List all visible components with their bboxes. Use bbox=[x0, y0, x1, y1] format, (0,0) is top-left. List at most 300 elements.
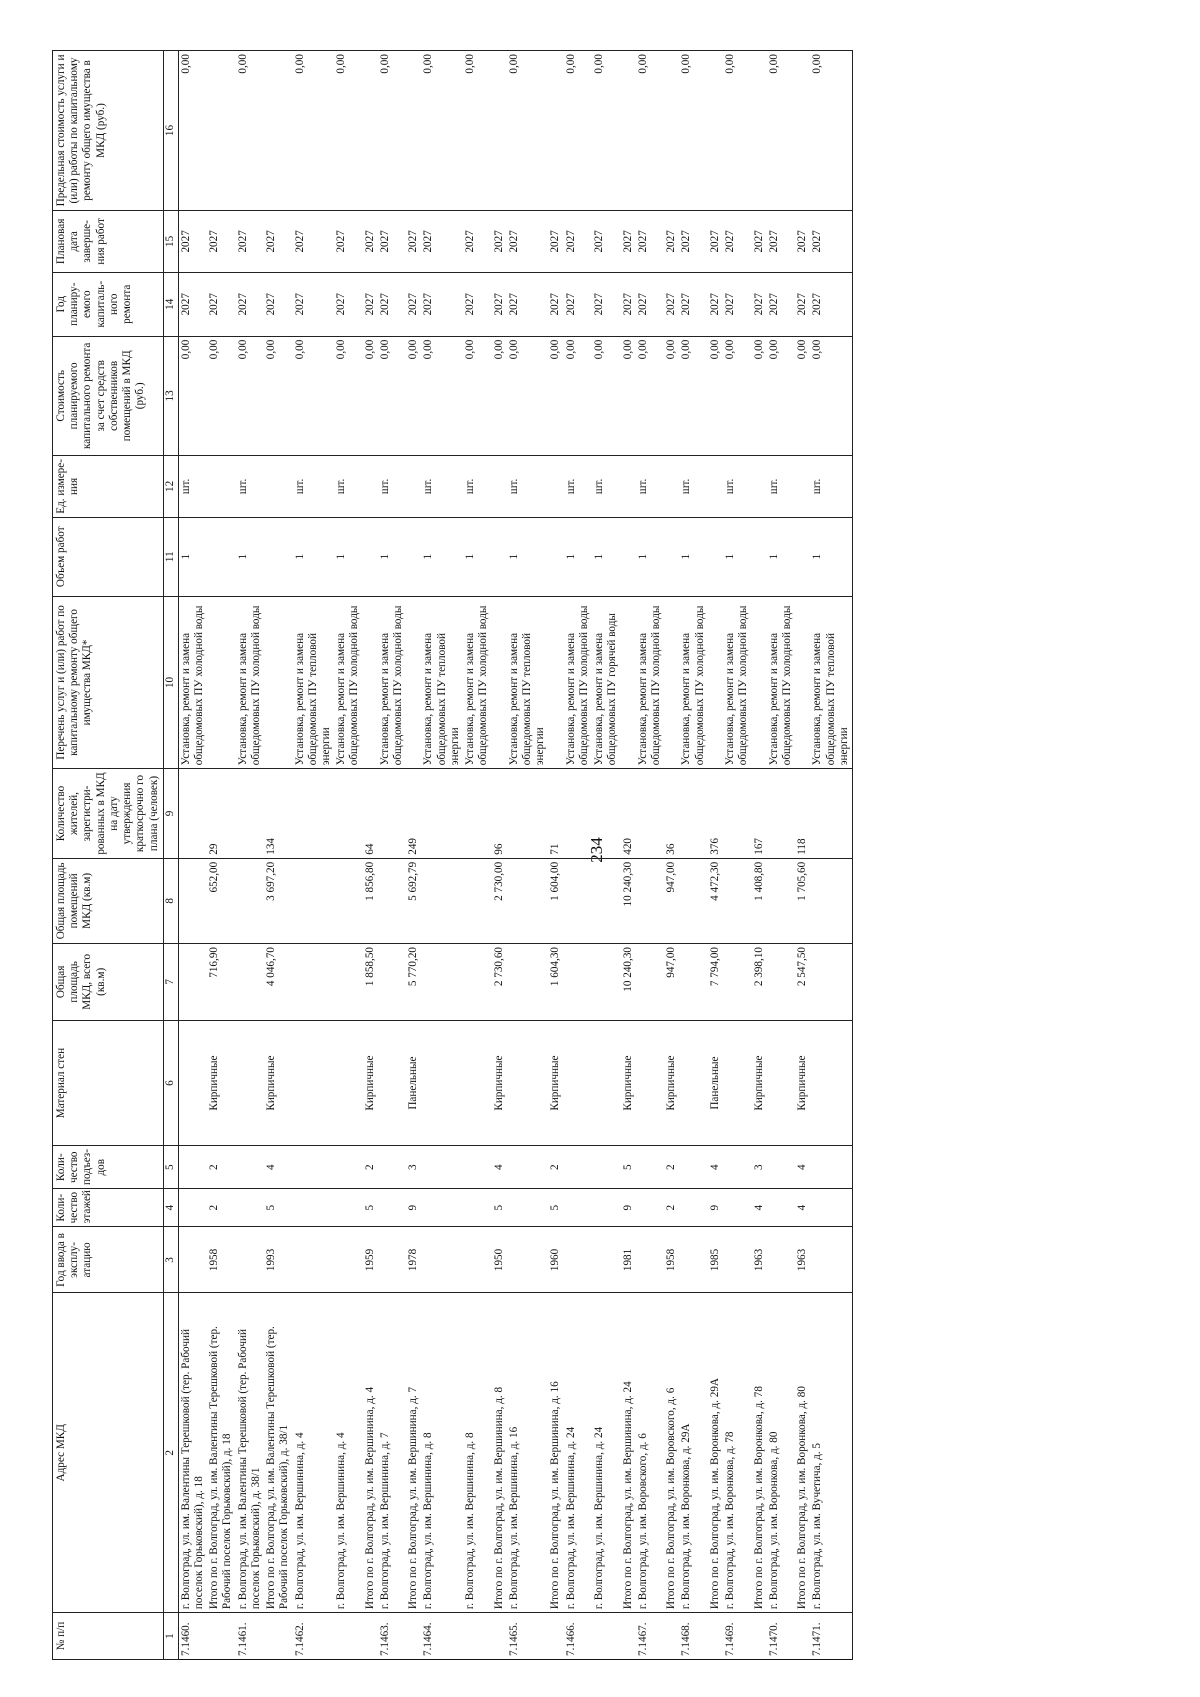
row-address: г. Волгоград, ул. им. Вершинина, д. 24 bbox=[592, 1293, 620, 1613]
row-unit bbox=[207, 456, 235, 518]
row-floors bbox=[723, 1189, 751, 1227]
row-total-area bbox=[723, 943, 751, 1020]
row-planned-year: 2027 bbox=[207, 272, 235, 336]
row-premises-area bbox=[463, 858, 491, 943]
table-row bbox=[406, 51, 421, 1660]
row-cost: 0,00 bbox=[363, 336, 378, 455]
table-row bbox=[592, 51, 620, 1660]
row-year bbox=[767, 1227, 795, 1293]
table-row bbox=[752, 51, 767, 1660]
row-premises-area bbox=[679, 858, 707, 943]
row-number bbox=[207, 1613, 235, 1660]
row-entrances: 2 bbox=[664, 1146, 679, 1189]
row-premises-area: 652,00 bbox=[207, 858, 235, 943]
row-year: 1993 bbox=[264, 1227, 292, 1293]
row-completion: 2027 bbox=[406, 210, 421, 272]
row-address: Итого по г. Волгоград, ул. им. Валентины Терешковой (тер. Рабочий поселок Горьковский), д. 38/1 bbox=[264, 1293, 292, 1613]
row-completion: 2027 bbox=[264, 210, 292, 272]
row-cost: 0,00 bbox=[564, 336, 592, 455]
row-unit: шт. bbox=[178, 456, 207, 518]
col-header-premises-area: Общая площадь помещений МКД (кв.м) bbox=[53, 858, 164, 943]
row-year: 1960 bbox=[548, 1227, 563, 1293]
row-entrances: 4 bbox=[492, 1146, 507, 1189]
row-number bbox=[795, 1613, 810, 1660]
row-max-cost: 0,00 bbox=[723, 51, 751, 211]
row-entrances bbox=[378, 1146, 406, 1189]
row-total-area bbox=[564, 943, 592, 1020]
row-year: 1959 bbox=[363, 1227, 378, 1293]
row-volume bbox=[406, 517, 421, 596]
row-residents bbox=[421, 769, 463, 859]
table-row bbox=[492, 51, 507, 1660]
row-total-area bbox=[592, 943, 620, 1020]
row-planned-year: 2027 bbox=[664, 272, 679, 336]
row-total-area: 1 604,30 bbox=[548, 943, 563, 1020]
row-number: 7.1462. bbox=[293, 1613, 335, 1660]
row-volume: 1 bbox=[378, 517, 406, 596]
column-number: 7 bbox=[163, 943, 178, 1020]
column-number: 15 bbox=[163, 210, 178, 272]
row-wall-material: Кирпичные bbox=[752, 1020, 767, 1146]
row-premises-area bbox=[507, 858, 549, 943]
row-entrances bbox=[334, 1146, 362, 1189]
row-max-cost: 0,00 bbox=[334, 51, 362, 211]
row-unit: шт. bbox=[421, 456, 463, 518]
row-max-cost bbox=[207, 51, 235, 211]
row-volume bbox=[363, 517, 378, 596]
row-wall-material: Панельные bbox=[708, 1020, 723, 1146]
row-address: Итого по г. Волгоград, ул. им. Вершинина, д. 4 bbox=[363, 1293, 378, 1613]
row-floors bbox=[767, 1189, 795, 1227]
row-residents: 36 bbox=[664, 769, 679, 859]
row-completion: 2027 bbox=[636, 210, 664, 272]
row-wall-material bbox=[378, 1020, 406, 1146]
row-wall-material: Кирпичные bbox=[795, 1020, 810, 1146]
row-max-cost bbox=[752, 51, 767, 211]
row-number bbox=[492, 1613, 507, 1660]
row-residents: 96 bbox=[492, 769, 507, 859]
row-completion: 2027 bbox=[664, 210, 679, 272]
row-premises-area: 1 408,80 bbox=[752, 858, 767, 943]
row-planned-year: 2027 bbox=[723, 272, 751, 336]
row-completion: 2027 bbox=[378, 210, 406, 272]
row-cost: 0,00 bbox=[679, 336, 707, 455]
table-row bbox=[507, 51, 549, 1660]
row-completion: 2027 bbox=[723, 210, 751, 272]
row-premises-area: 947,00 bbox=[664, 858, 679, 943]
row-total-area bbox=[636, 943, 664, 1020]
row-works bbox=[363, 596, 378, 769]
row-floors bbox=[507, 1189, 549, 1227]
table-row bbox=[708, 51, 723, 1660]
row-residents bbox=[679, 769, 707, 859]
table-row bbox=[664, 51, 679, 1660]
row-planned-year: 2027 bbox=[810, 272, 852, 336]
row-completion: 2027 bbox=[679, 210, 707, 272]
row-planned-year: 2027 bbox=[421, 272, 463, 336]
col-header-volume: Объем работ bbox=[53, 517, 164, 596]
row-number: 7.1460. bbox=[178, 1613, 207, 1660]
row-unit: шт. bbox=[767, 456, 795, 518]
column-number: 5 bbox=[163, 1146, 178, 1189]
row-cost: 0,00 bbox=[463, 336, 491, 455]
row-premises-area bbox=[293, 858, 335, 943]
row-number bbox=[334, 1613, 362, 1660]
row-unit bbox=[795, 456, 810, 518]
table-row bbox=[421, 51, 463, 1660]
row-cost: 0,00 bbox=[621, 336, 636, 455]
row-cost: 0,00 bbox=[723, 336, 751, 455]
row-total-area bbox=[178, 943, 207, 1020]
row-max-cost: 0,00 bbox=[636, 51, 664, 211]
row-address: г. Волгоград, ул. им. Воронкова, д. 80 bbox=[767, 1293, 795, 1613]
row-works bbox=[492, 596, 507, 769]
row-entrances bbox=[507, 1146, 549, 1189]
row-works: Установка, ремонт и замена общедомовых ПУ холодной воды bbox=[334, 596, 362, 769]
row-completion: 2027 bbox=[767, 210, 795, 272]
row-completion: 2027 bbox=[795, 210, 810, 272]
repair-plan-table bbox=[52, 50, 853, 1660]
row-year: 1985 bbox=[708, 1227, 723, 1293]
row-works: Установка, ремонт и замена общедомовых ПУ тепловой энергии bbox=[507, 596, 549, 769]
row-completion: 2027 bbox=[178, 210, 207, 272]
column-number: 13 bbox=[163, 336, 178, 455]
row-premises-area bbox=[378, 858, 406, 943]
row-floors bbox=[592, 1189, 620, 1227]
row-wall-material: Кирпичные bbox=[664, 1020, 679, 1146]
row-volume: 1 bbox=[592, 517, 620, 596]
row-premises-area: 4 472,30 bbox=[708, 858, 723, 943]
row-premises-area bbox=[592, 858, 620, 943]
row-floors: 9 bbox=[708, 1189, 723, 1227]
row-entrances: 3 bbox=[406, 1146, 421, 1189]
row-year: 1950 bbox=[492, 1227, 507, 1293]
row-cost: 0,00 bbox=[795, 336, 810, 455]
row-address: г. Волгоград, ул. им. Воровского, д. 6 bbox=[636, 1293, 664, 1613]
row-entrances bbox=[592, 1146, 620, 1189]
row-year: 1963 bbox=[752, 1227, 767, 1293]
row-cost: 0,00 bbox=[548, 336, 563, 455]
row-volume: 1 bbox=[421, 517, 463, 596]
row-number bbox=[264, 1613, 292, 1660]
row-entrances: 2 bbox=[548, 1146, 563, 1189]
row-volume: 1 bbox=[723, 517, 751, 596]
row-residents: 134 bbox=[264, 769, 292, 859]
row-completion: 2027 bbox=[293, 210, 335, 272]
row-address: Итого по г. Волгоград, ул. им. Вершинина, д. 16 bbox=[548, 1293, 563, 1613]
column-number: 6 bbox=[163, 1020, 178, 1146]
row-number bbox=[708, 1613, 723, 1660]
row-total-area: 2 398,10 bbox=[752, 943, 767, 1020]
row-volume: 1 bbox=[236, 517, 264, 596]
row-entrances bbox=[463, 1146, 491, 1189]
row-floors: 4 bbox=[752, 1189, 767, 1227]
row-max-cost: 0,00 bbox=[810, 51, 852, 211]
table-row bbox=[293, 51, 335, 1660]
row-number bbox=[463, 1613, 491, 1660]
table-row bbox=[810, 51, 852, 1660]
row-volume: 1 bbox=[636, 517, 664, 596]
row-cost: 0,00 bbox=[507, 336, 549, 455]
column-number: 8 bbox=[163, 858, 178, 943]
row-planned-year: 2027 bbox=[592, 272, 620, 336]
row-max-cost: 0,00 bbox=[463, 51, 491, 211]
row-floors bbox=[564, 1189, 592, 1227]
col-header-works: Перечень услуг и (или) работ по капитальному ремонту общего имущества МКД* bbox=[53, 596, 164, 769]
row-address: г. Волгоград, ул. им. Вершинина, д. 8 bbox=[463, 1293, 491, 1613]
row-cost: 0,00 bbox=[767, 336, 795, 455]
row-number bbox=[363, 1613, 378, 1660]
row-total-area bbox=[293, 943, 335, 1020]
row-address: г. Волгоград, ул. им. Воронкова, д. 78 bbox=[723, 1293, 751, 1613]
row-volume bbox=[492, 517, 507, 596]
page-number: 234 bbox=[587, 837, 606, 863]
row-volume bbox=[207, 517, 235, 596]
row-unit bbox=[406, 456, 421, 518]
row-completion: 2027 bbox=[810, 210, 852, 272]
row-residents bbox=[636, 769, 664, 859]
row-volume bbox=[795, 517, 810, 596]
row-year: 1958 bbox=[664, 1227, 679, 1293]
row-address: г. Волгоград, ул. им. Вершинина, д. 24 bbox=[564, 1293, 592, 1613]
row-unit bbox=[264, 456, 292, 518]
row-works: Установка, ремонт и замена общедомовых ПУ тепловой энергии bbox=[421, 596, 463, 769]
col-header-floors: Коли-чество этажей bbox=[53, 1189, 164, 1227]
row-volume bbox=[708, 517, 723, 596]
row-number: 7.1466. bbox=[564, 1613, 592, 1660]
column-number: 3 bbox=[163, 1227, 178, 1293]
row-year: 1958 bbox=[207, 1227, 235, 1293]
row-works bbox=[752, 596, 767, 769]
row-address: Итого по г. Волгоград, ул. им. Воронкова, д. 78 bbox=[752, 1293, 767, 1613]
row-total-area: 2 730,60 bbox=[492, 943, 507, 1020]
row-wall-material bbox=[810, 1020, 852, 1146]
row-completion: 2027 bbox=[752, 210, 767, 272]
row-planned-year: 2027 bbox=[679, 272, 707, 336]
row-total-area: 947,00 bbox=[664, 943, 679, 1020]
row-premises-area bbox=[334, 858, 362, 943]
row-unit: шт. bbox=[723, 456, 751, 518]
row-premises-area bbox=[564, 858, 592, 943]
row-wall-material bbox=[767, 1020, 795, 1146]
row-cost: 0,00 bbox=[207, 336, 235, 455]
row-floors bbox=[636, 1189, 664, 1227]
row-wall-material: Кирпичные bbox=[621, 1020, 636, 1146]
table-row bbox=[378, 51, 406, 1660]
row-planned-year: 2027 bbox=[795, 272, 810, 336]
row-max-cost bbox=[264, 51, 292, 211]
row-premises-area bbox=[178, 858, 207, 943]
row-residents: 167 bbox=[752, 769, 767, 859]
row-floors: 9 bbox=[621, 1189, 636, 1227]
row-unit: шт. bbox=[679, 456, 707, 518]
row-planned-year: 2027 bbox=[636, 272, 664, 336]
row-residents bbox=[334, 769, 362, 859]
row-volume: 1 bbox=[178, 517, 207, 596]
col-header-cost: Стоимость планируемого капитального ремонта за счет средств собственников помещений в МКД (руб.) bbox=[53, 336, 164, 455]
row-floors: 5 bbox=[264, 1189, 292, 1227]
row-number: 7.1468. bbox=[679, 1613, 707, 1660]
row-unit: шт. bbox=[592, 456, 620, 518]
row-address: Итого по г. Волгоград, ул. им. Воронкова, д. 29А bbox=[708, 1293, 723, 1613]
row-unit: шт. bbox=[334, 456, 362, 518]
row-number bbox=[406, 1613, 421, 1660]
row-max-cost: 0,00 bbox=[378, 51, 406, 211]
row-max-cost: 0,00 bbox=[421, 51, 463, 211]
table-row bbox=[795, 51, 810, 1660]
col-header-unit: Ед. измере-ния bbox=[53, 456, 164, 518]
row-works: Установка, ремонт и замена общедомовых ПУ холодной воды bbox=[636, 596, 664, 769]
row-volume: 1 bbox=[293, 517, 335, 596]
row-total-area: 5 770,20 bbox=[406, 943, 421, 1020]
row-year bbox=[810, 1227, 852, 1293]
row-number: 7.1467. bbox=[636, 1613, 664, 1660]
row-number bbox=[621, 1613, 636, 1660]
row-volume bbox=[752, 517, 767, 596]
row-year bbox=[723, 1227, 751, 1293]
row-total-area bbox=[236, 943, 264, 1020]
row-cost: 0,00 bbox=[421, 336, 463, 455]
row-volume: 1 bbox=[334, 517, 362, 596]
row-unit bbox=[708, 456, 723, 518]
row-total-area: 2 547,50 bbox=[795, 943, 810, 1020]
row-address: г. Волгоград, ул. им. Вершинина, д. 4 bbox=[334, 1293, 362, 1613]
column-number: 16 bbox=[163, 51, 178, 211]
row-floors bbox=[810, 1189, 852, 1227]
col-header-num: № п/п bbox=[53, 1613, 164, 1660]
row-completion: 2027 bbox=[421, 210, 463, 272]
row-address: г. Волгоград, ул. им. Вершинина, д. 7 bbox=[378, 1293, 406, 1613]
table-row bbox=[723, 51, 751, 1660]
row-wall-material bbox=[463, 1020, 491, 1146]
row-year bbox=[636, 1227, 664, 1293]
row-wall-material: Кирпичные bbox=[264, 1020, 292, 1146]
table-row bbox=[621, 51, 636, 1660]
row-works bbox=[664, 596, 679, 769]
row-year bbox=[463, 1227, 491, 1293]
row-entrances bbox=[679, 1146, 707, 1189]
row-completion: 2027 bbox=[363, 210, 378, 272]
row-total-area bbox=[378, 943, 406, 1020]
row-residents bbox=[178, 769, 207, 859]
row-entrances bbox=[767, 1146, 795, 1189]
row-works: Установка, ремонт и замена общедомовых ПУ холодной воды bbox=[679, 596, 707, 769]
row-total-area: 4 046,70 bbox=[264, 943, 292, 1020]
row-wall-material bbox=[507, 1020, 549, 1146]
row-number: 7.1461. bbox=[236, 1613, 264, 1660]
row-wall-material bbox=[679, 1020, 707, 1146]
row-address: Итого по г. Волгоград, ул. им. Воронкова, д. 80 bbox=[795, 1293, 810, 1613]
row-address: г. Волгоград, ул. им. Вершинина, д. 16 bbox=[507, 1293, 549, 1613]
row-works bbox=[795, 596, 810, 769]
row-premises-area: 10 240,30 bbox=[621, 858, 636, 943]
row-planned-year: 2027 bbox=[363, 272, 378, 336]
row-works: Установка, ремонт и замена общедомовых ПУ холодной воды bbox=[564, 596, 592, 769]
row-year bbox=[592, 1227, 620, 1293]
row-floors: 2 bbox=[664, 1189, 679, 1227]
row-year bbox=[564, 1227, 592, 1293]
row-year bbox=[178, 1227, 207, 1293]
row-number: 7.1471. bbox=[810, 1613, 852, 1660]
row-address: г. Волгоград, ул. им. Валентины Терешковой (тер. Рабочий поселок Горьковский), д. 18 bbox=[178, 1293, 207, 1613]
row-premises-area bbox=[421, 858, 463, 943]
column-number: 4 bbox=[163, 1189, 178, 1227]
row-volume: 1 bbox=[767, 517, 795, 596]
row-cost: 0,00 bbox=[810, 336, 852, 455]
row-max-cost: 0,00 bbox=[592, 51, 620, 211]
row-premises-area bbox=[723, 858, 751, 943]
row-works: Установка, ремонт и замена общедомовых ПУ тепловой энергии bbox=[293, 596, 335, 769]
row-completion: 2027 bbox=[564, 210, 592, 272]
row-wall-material bbox=[421, 1020, 463, 1146]
row-unit bbox=[548, 456, 563, 518]
column-number: 9 bbox=[163, 769, 178, 859]
row-planned-year: 2027 bbox=[334, 272, 362, 336]
row-unit: шт. bbox=[636, 456, 664, 518]
row-address: Итого по г. Волгоград, ул. им. Воровского, д. 6 bbox=[664, 1293, 679, 1613]
column-number: 10 bbox=[163, 596, 178, 769]
row-completion: 2027 bbox=[621, 210, 636, 272]
table-row bbox=[236, 51, 264, 1660]
column-number: 1 bbox=[163, 1613, 178, 1660]
row-wall-material bbox=[236, 1020, 264, 1146]
row-floors bbox=[421, 1189, 463, 1227]
row-works bbox=[264, 596, 292, 769]
row-number bbox=[592, 1613, 620, 1660]
row-entrances bbox=[236, 1146, 264, 1189]
row-works: Установка, ремонт и замена общедомовых ПУ холодной воды bbox=[463, 596, 491, 769]
col-header-wall-material: Материал стен bbox=[53, 1020, 164, 1146]
row-address: г. Волгоград, ул. им. Вучетича, д. 5 bbox=[810, 1293, 852, 1613]
row-volume bbox=[264, 517, 292, 596]
row-floors: 9 bbox=[406, 1189, 421, 1227]
column-number-row bbox=[163, 51, 178, 1660]
row-planned-year: 2027 bbox=[236, 272, 264, 336]
row-entrances bbox=[723, 1146, 751, 1189]
row-volume: 1 bbox=[679, 517, 707, 596]
row-entrances: 4 bbox=[795, 1146, 810, 1189]
row-unit: шт. bbox=[293, 456, 335, 518]
row-wall-material: Панельные bbox=[406, 1020, 421, 1146]
row-completion: 2027 bbox=[492, 210, 507, 272]
row-works bbox=[708, 596, 723, 769]
row-cost: 0,00 bbox=[406, 336, 421, 455]
row-volume: 1 bbox=[810, 517, 852, 596]
row-volume bbox=[548, 517, 563, 596]
row-wall-material: Кирпичные bbox=[492, 1020, 507, 1146]
row-residents bbox=[507, 769, 549, 859]
row-floors: 5 bbox=[492, 1189, 507, 1227]
header-row bbox=[53, 51, 164, 1660]
row-wall-material: Кирпичные bbox=[548, 1020, 563, 1146]
row-residents bbox=[236, 769, 264, 859]
table-row bbox=[463, 51, 491, 1660]
row-cost: 0,00 bbox=[178, 336, 207, 455]
row-entrances bbox=[564, 1146, 592, 1189]
row-completion: 2027 bbox=[334, 210, 362, 272]
row-entrances bbox=[636, 1146, 664, 1189]
row-completion: 2027 bbox=[463, 210, 491, 272]
row-residents: 376 bbox=[708, 769, 723, 859]
row-entrances: 4 bbox=[264, 1146, 292, 1189]
row-floors: 5 bbox=[363, 1189, 378, 1227]
table-row bbox=[767, 51, 795, 1660]
row-unit bbox=[363, 456, 378, 518]
row-year bbox=[236, 1227, 264, 1293]
row-max-cost bbox=[363, 51, 378, 211]
row-works: Установка, ремонт и замена общедомовых ПУ холодной воды bbox=[723, 596, 751, 769]
row-planned-year: 2027 bbox=[621, 272, 636, 336]
